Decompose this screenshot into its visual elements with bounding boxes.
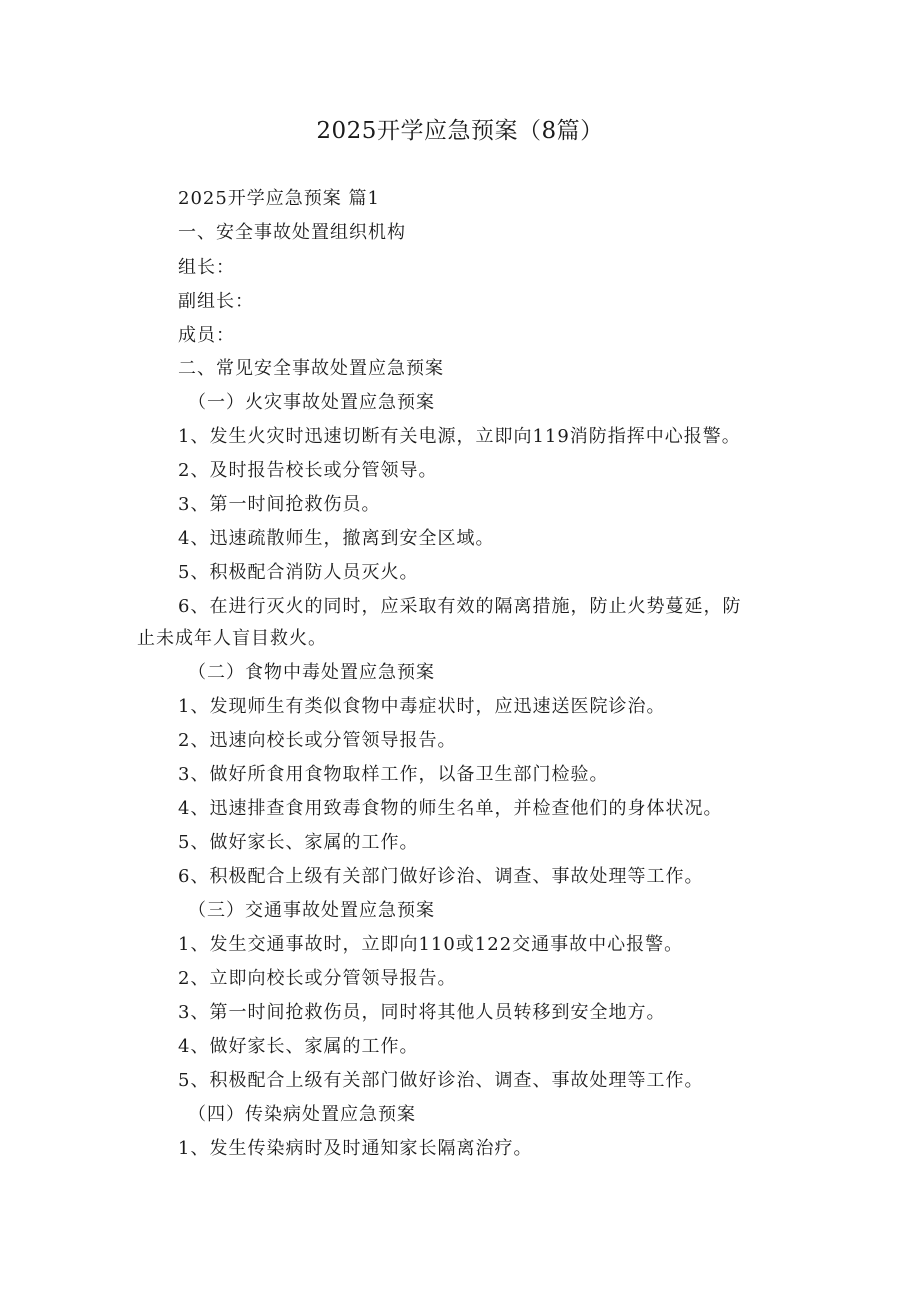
category-heading: （二）食物中毒处置应急预案 [188, 662, 435, 683]
field-label-members: 成员： [178, 325, 235, 346]
list-item: 4、迅速疏散师生，撤离到安全区域。 [178, 528, 495, 549]
field-label-deputy: 副组长： [178, 291, 254, 312]
list-item: 1、发生交通事故时，立即向110或122交通事故中心报警。 [178, 934, 684, 955]
list-item-continuation: 止未成年人盲目救火。 [137, 628, 327, 649]
list-item: 5、积极配合上级有关部门做好诊治、调查、事故处理等工作。 [178, 1070, 704, 1091]
section-heading: 2025开学应急预案 篇1 [178, 188, 380, 209]
list-item: 5、做好家长、家属的工作。 [178, 832, 419, 853]
list-item: 1、发生传染病时及时通知家长隔离治疗。 [178, 1138, 533, 1159]
list-item: 2、迅速向校长或分管领导报告。 [178, 730, 457, 751]
subsection-heading: 二、常见安全事故处置应急预案 [178, 358, 444, 379]
category-heading: （一）火灾事故处置应急预案 [188, 392, 435, 413]
list-item: 5、积极配合消防人员灭火。 [178, 562, 419, 583]
list-item: 3、第一时间抢救伤员。 [178, 494, 381, 515]
list-item: 4、迅速排查食用致毒食物的师生名单，并检查他们的身体状况。 [178, 798, 723, 819]
list-item: 2、及时报告校长或分管领导。 [178, 460, 438, 481]
category-heading: （四）传染病处置应急预案 [188, 1104, 416, 1125]
list-item: 6、积极配合上级有关部门做好诊治、调查、事故处理等工作。 [178, 866, 704, 887]
list-item: 2、立即向校长或分管领导报告。 [178, 968, 457, 989]
list-item: 3、第一时间抢救伤员，同时将其他人员转移到安全地方。 [178, 1002, 666, 1023]
field-label-leader: 组长： [178, 257, 235, 278]
list-item: 3、做好所食用食物取样工作，以备卫生部门检验。 [178, 764, 609, 785]
category-heading: （三）交通事故处置应急预案 [188, 900, 435, 921]
list-item: 4、做好家长、家属的工作。 [178, 1036, 419, 1057]
list-item: 1、发生火灾时迅速切断有关电源，立即向119消防指挥中心报警。 [178, 426, 741, 447]
subsection-heading: 一、安全事故处置组织机构 [178, 222, 406, 243]
document-title: 2025开学应急预案（8篇） [316, 118, 604, 144]
list-item: 1、发现师生有类似食物中毒症状时，应迅速送医院诊治。 [178, 696, 666, 717]
list-item: 6、在进行灭火的同时，应采取有效的隔离措施，防止火势蔓延，防 [178, 596, 742, 617]
